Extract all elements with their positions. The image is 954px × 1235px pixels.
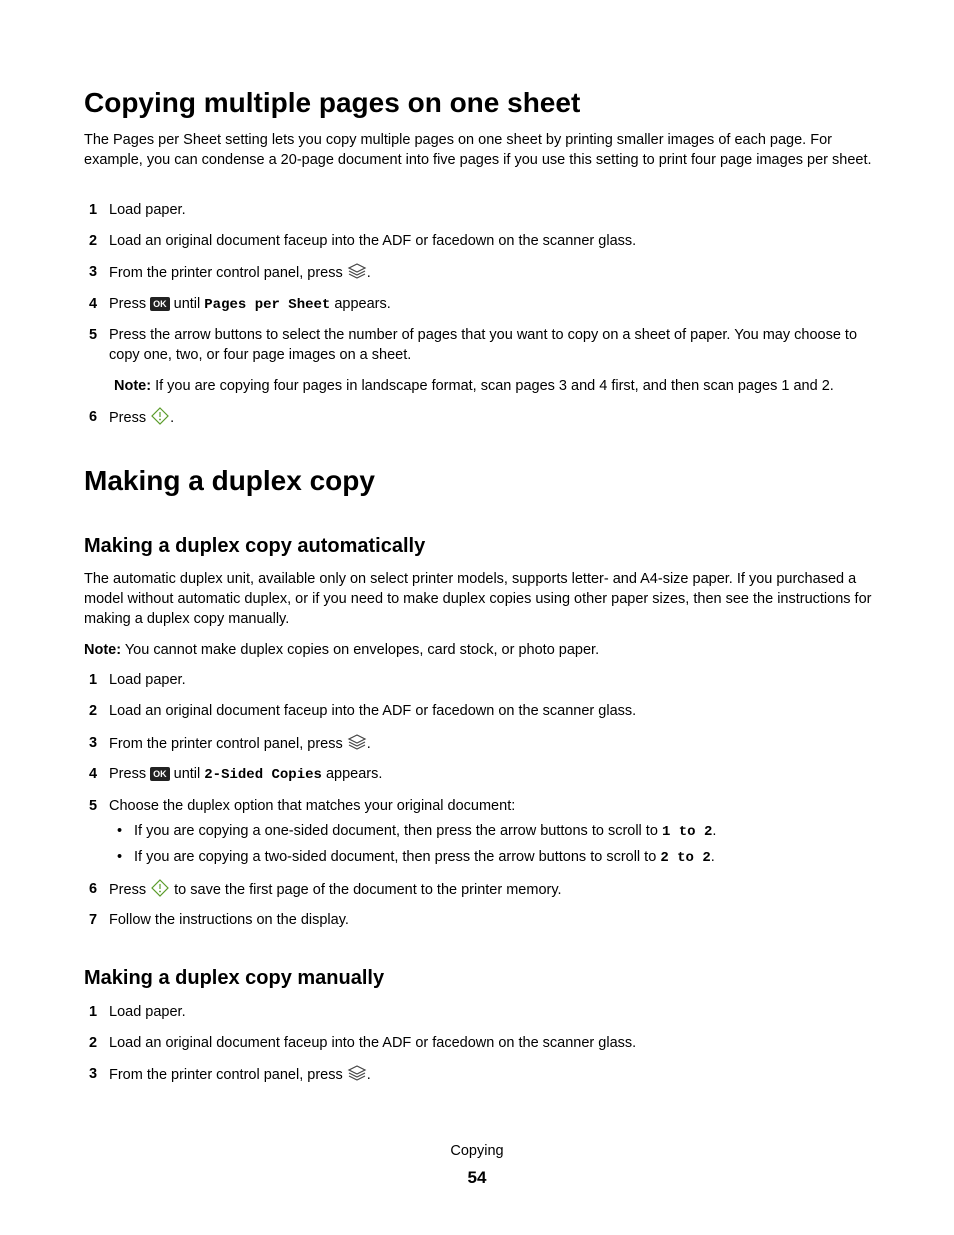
start-diamond-icon: [150, 407, 170, 431]
step-5: 5 Choose the duplex option that matches your original document:: [89, 798, 516, 814]
step-3: 3 From the printer control panel, press .: [84, 733, 874, 757]
step-text: Load paper.: [109, 202, 186, 218]
manual-step-3: 3 From the printer control panel, press .: [84, 1064, 874, 1088]
step-6: 6 Press to save the first page of the document to the printer memory.: [84, 879, 874, 903]
step-5: 5 Press the arrow buttons to select the number of pages that you want to copy on a sheet of paper. You may choose to copy one, two, or four page images on a sheet.: [89, 327, 858, 363]
start-diamond-icon: [150, 879, 170, 903]
step-1: 1 Load paper.: [89, 672, 186, 688]
footer-page-number: 54: [467, 1168, 487, 1187]
ok-button-icon: OK: [150, 297, 170, 311]
bullet-one-sided: • If you are copying a one-sided document, then press the arrow buttons to scroll to 1 to 2.: [117, 823, 717, 840]
copy-layers-icon: [347, 1064, 367, 1088]
step-text: Press the arrow buttons to select the number of pages that you want to copy on a sheet of paper. You may choose to copy one, two, or four page images on a sheet.: [109, 327, 858, 363]
step-6: 6 Press .: [84, 407, 874, 431]
footer-section-name: Copying: [450, 1143, 504, 1159]
subsection-title-manual: Making a duplex copy manually: [84, 967, 385, 989]
copy-layers-icon: [347, 262, 367, 286]
step-2: 2 Load an original document faceup into the ADF or facedown on the scanner glass.: [89, 233, 637, 249]
intro-paragraph: The Pages per Sheet setting lets you copy multiple pages on one sheet by printing smaller images of each page. For example, you can condense a 20-page document into five pages if you use this setting to print four page images per sheet.: [84, 132, 872, 168]
ok-button-icon: OK: [150, 767, 170, 781]
bullet-two-sided: • If you are copying a two-sided document, then press the arrow buttons to scroll to 2 to 2.: [117, 849, 715, 866]
duplex-note: Note: You cannot make duplex copies on envelopes, card stock, or photo paper.: [84, 642, 600, 658]
section-title-copying-multiple: Copying multiple pages on one sheet: [84, 87, 581, 118]
step-4: 4 Press OK until Pages per Sheet appears.: [89, 296, 391, 313]
copy-layers-icon: [347, 733, 367, 757]
step-text: From the printer control panel, press: [109, 265, 343, 281]
duplex-intro: The automatic duplex unit, available only on select printer models, supports letter- and A4-size paper. If you purchased a model without automatic duplex, or if you need to make duplex copies using other paper sizes, then see the instructions for making a duplex copy manually.: [84, 571, 872, 627]
menu-item-code: Pages per Sheet: [204, 297, 331, 313]
subsection-title-automatic: Making a duplex copy automatically: [84, 535, 426, 557]
note: Note: If you are copying four pages in landscape format, scan pages 3 and 4 first, and then scan pages 1 and 2.: [114, 378, 834, 394]
step-text: Load an original document faceup into the ADF or facedown on the scanner glass.: [109, 233, 637, 249]
step-2: 2 Load an original document faceup into the ADF or facedown on the scanner glass.: [89, 703, 637, 719]
menu-item-code: 2-Sided Copies: [204, 767, 322, 783]
step-7: 7 Follow the instructions on the display.: [89, 912, 349, 928]
step-1: 1 Load paper.: [89, 202, 186, 218]
step-3: 3 From the printer control panel, press .: [84, 262, 874, 286]
manual-step-2: 2 Load an original document faceup into the ADF or facedown on the scanner glass.: [89, 1035, 637, 1051]
step-4: 4 Press OK until 2-Sided Copies appears.: [89, 766, 383, 783]
manual-step-1: 1 Load paper.: [89, 1004, 186, 1020]
section-title-duplex: Making a duplex copy: [84, 465, 375, 496]
